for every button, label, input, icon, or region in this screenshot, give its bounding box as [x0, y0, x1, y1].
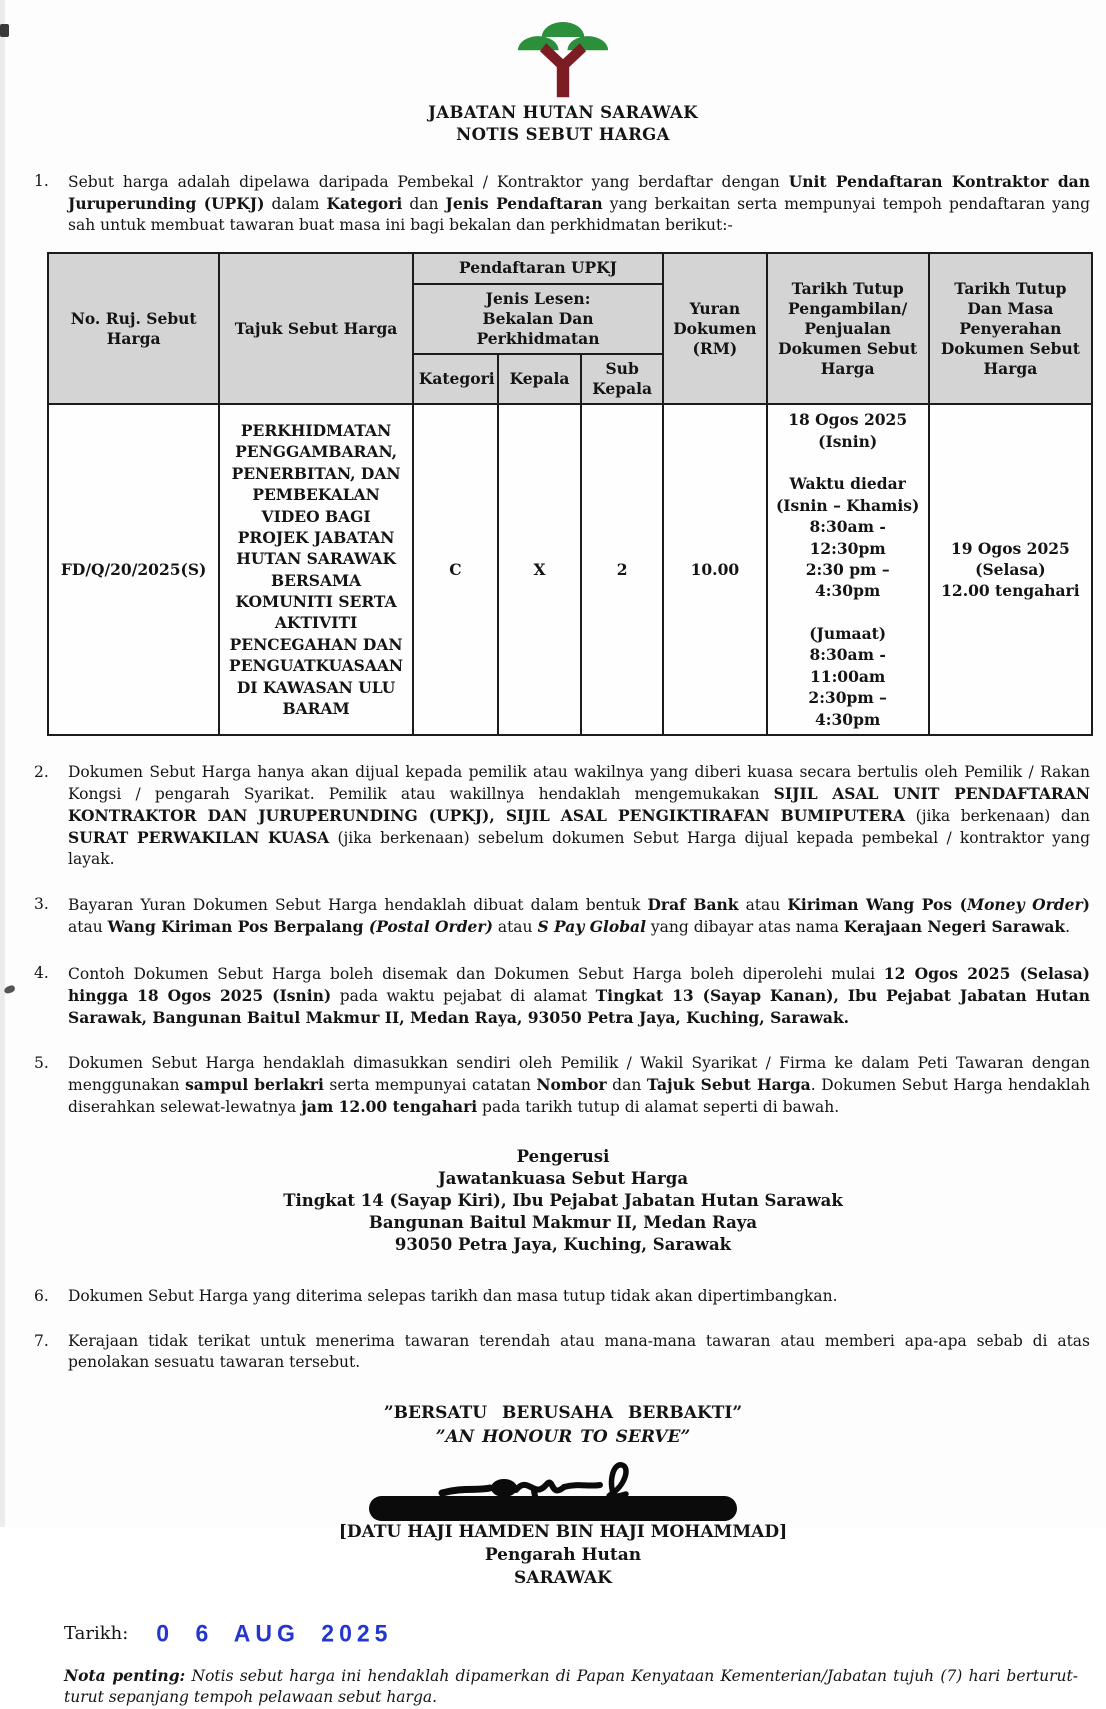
header-kepala: Kepala [498, 354, 581, 404]
paragraph-7 [34, 1331, 1092, 1373]
table-row [48, 404, 1092, 735]
header-kategori: Kategori [413, 354, 498, 404]
paragraph-text: Dokumen Sebut Harga hendaklah dimasukkan sendiri oleh Pemilik / Wakil Syarikat / Firma ke dalam Peti Tawaran dengan menggunakan sampul berlakri serta mempunyai catatan Nombor dan Tajuk Sebut Harga. Dokumen Sebut Harga hendaklah diserahkan selewat-lewatnya jam 12.00 tengahari pada tarikh tutup di alamat seperti di bawah. [68, 1053, 1090, 1116]
header-yuran: Yuran Dokumen (RM) [663, 253, 766, 404]
paragraph-text: Contoh Dokumen Sebut Harga boleh disemak dan Dokumen Sebut Harga boleh diperolehi mulai 12 Ogos 2025 (Selasa) hingga 18 Ogos 2025 (Isnin) pada waktu pejabat di alamat Tingkat 13 (Sayap Kanan), Ibu Pejabat Jabatan Hutan Sarawak, Bangunan Baitul Makmur II, Medan Raya, 93050 Petra Jaya, Kuching, Sarawak. [68, 963, 1090, 1027]
signatory-region: SARAWAK [514, 1567, 612, 1588]
submission-address-block: Pengerusi Jawatankuasa Sebut Harga Tingkat 14 (Sayap Kiri), Ibu Pejabat Jabatan Hutan Sarawak Bangunan Baitul Makmur II, Medan Raya 93050 Petra Jaya, Kuching, Sarawak [283, 1146, 843, 1254]
paragraph-number: 5. [34, 1053, 49, 1072]
header-tarikh-jualan: Tarikh Tutup Pengambilan/ Penjualan Dokumen Sebut Harga [767, 253, 929, 404]
paragraph-5 [34, 1053, 1092, 1118]
paragraph-number: 3. [34, 895, 49, 914]
paragraph-text: Sebut harga adalah dipelawa daripada Pembekal / Kontraktor yang berdaftar dengan Unit Pendaftaran Kontraktor dan Juruperunding (UPKJ) dalam Kategori dan Jenis Pendaftaran yang berkaitan serta mempunyai tempoh pendaftaran yang sah untuk membuat tawaran buat masa ini bagi bekalan dan perkhidmatan berikut:- [68, 172, 1090, 235]
jenis-lesen-line1: Jenis Lesen: [485, 288, 591, 308]
motto-line-2: ”AN HONOUR TO SERVE” [435, 1426, 691, 1447]
cell-kepala: X [498, 404, 581, 735]
paragraph-text: Bayaran Yuran Dokumen Sebut Harga hendaklah dibuat dalam bentuk Draf Bank atau Kiriman Wang Pos (Money Order) atau Wang Kiriman Pos Berpalang (Postal Order) atau S Pay Global yang dibayar atas nama Kerajaan Negeri Sarawak. [68, 895, 1090, 937]
cell-kategori: C [413, 404, 498, 735]
motto-line-1: ”BERSATU BERUSAHA BERBAKTI” [383, 1402, 743, 1423]
signatory-name: [DATU HAJI HAMDEN BIN HAJI MOHAMMAD] [338, 1521, 788, 1542]
header-tarikh-serahan: Tarikh Tutup Dan Masa Penyerahan Dokumen Sebut Harga [929, 253, 1092, 404]
important-note: Nota penting: Notis sebut harga ini hendaklah dipamerkan di Papan Kenyataan Kementerian/Jabatan tujuh (7) hari berturut-turut sepanjang tempoh pelawaan sebut harga. [64, 1665, 1078, 1707]
signatory-title: Pengarah Hutan [484, 1544, 642, 1565]
cell-tarikh-jualan: 18 Ogos 2025 (Isnin) Waktu diedar (Isnin – Khamis) 8:30am - 12:30pm 2:30 pm – 4:30pm (Jumaat) 8:30am - 11:00am 2:30pm – 4:30pm [767, 404, 929, 735]
date-label: Tarikh: [64, 1622, 129, 1644]
cell-yuran: 10.00 [663, 404, 766, 735]
paragraph-text: Dokumen Sebut Harga yang diterima selepas tarikh dan masa tutup tidak akan dipertimbangkan. [68, 1286, 838, 1305]
paragraph-6 [34, 1286, 1092, 1307]
cell-quotation-title: PERKHIDMATAN PENGGAMBARAN, PENERBITAN, DAN PEMBEKALAN VIDEO BAGI PROJEK JABATAN HUTAN SARAWAK BERSAMA KOMUNITI SERTA AKTIVITI PENCEGAHAN DAN PENGUATKUASAAN DI KAWASAN ULU BARAM [219, 404, 413, 735]
header-tajuk: Tajuk Sebut Harga [219, 253, 413, 404]
paragraph-number: 2. [34, 762, 49, 781]
header-no-ruj: No. Ruj. Sebut Harga [48, 253, 219, 404]
date-stamp: 0 6 AUG 2025 [156, 1619, 393, 1647]
paragraph-1 [34, 171, 1092, 236]
org-title: JABATAN HUTAN SARAWAK [428, 103, 698, 122]
jenis-lesen-line2: Bekalan Dan Perkhidmatan [476, 308, 600, 348]
paragraph-number: 1. [34, 172, 49, 191]
cell-tarikh-serahan: 19 Ogos 2025 (Selasa) 12.00 tengahari [929, 404, 1092, 735]
paragraph-text: Dokumen Sebut Harga hanya akan dijual kepada pemilik atau wakilnya yang diberi kuasa secara bertulis oleh Pemilik / Rakan Kongsi / pengarah Syarikat. Pemilik atau wakillnya hendaklah mengemukakan SIJIL ASAL UNIT PENDAFTARAN KONTRAKTOR DAN JURUPERUNDING (UPKJ), SIJIL ASAL PENGIKTIRAFAN BUMIPUTERA (jika berkenaan) dan SURAT PERWAKILAN KUASA (jika berkenaan) sebelum dokumen Sebut Harga dijual kepada pembekal / kontraktor yang layak. [68, 762, 1090, 869]
paragraph-4 [34, 963, 1092, 1029]
tree-logo-icon [517, 14, 609, 99]
paragraph-number: 7. [34, 1331, 49, 1350]
header-pendaftaran-upkj: Pendaftaran UPKJ [413, 253, 663, 283]
paragraph-number: 6. [34, 1286, 49, 1305]
quotation-table [47, 252, 1093, 735]
paragraph-number: 4. [34, 963, 49, 982]
doc-subtitle: NOTIS SEBUT HARGA [456, 124, 670, 144]
header-jenis-lesen [413, 284, 663, 354]
home-indicator-bar [369, 1496, 737, 1521]
header-sub-kepala: Sub Kepala [581, 354, 663, 404]
cell-ref-number: FD/Q/20/2025(S) [48, 404, 219, 735]
paragraph-3 [34, 894, 1092, 938]
paragraph-text: Kerajaan tidak terikat untuk menerima tawaran terendah atau mana-mana tawaran atau memberi apa-apa sebab di atas penolakan sesuatu tawaran tersebut. [68, 1331, 1090, 1371]
cell-sub-kepala: 2 [581, 404, 663, 735]
forest-department-logo [34, 14, 1092, 103]
paragraph-2 [34, 762, 1092, 870]
